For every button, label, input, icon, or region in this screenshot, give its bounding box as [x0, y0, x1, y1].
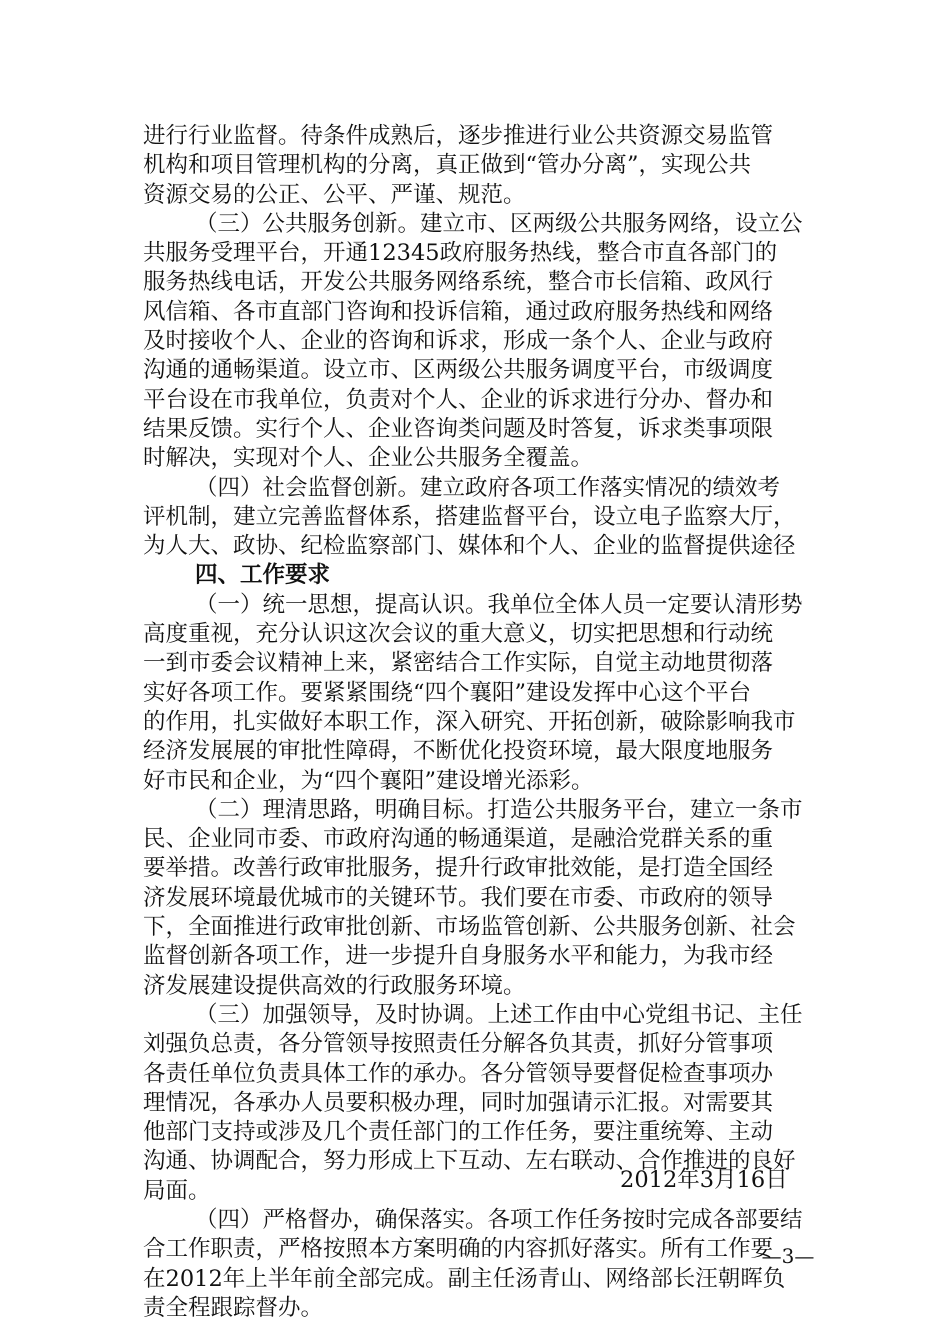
text-line: 济发展建设提供高效的行政服务环境。 [143, 972, 526, 999]
text-line: 局面。 [143, 1177, 211, 1204]
text-line: （四）严格督办，确保落实。各项工作任务按时完成各部要结 [195, 1206, 803, 1233]
text-line: 各责任单位负责具体工作的承办。各分管领导要督促检查事项办 [143, 1060, 774, 1087]
section-heading: 四、工作要求 [195, 562, 331, 589]
text-line: 风信箱、各市直部门咨询和投诉信箱，通过政府服务热线和网络 [143, 298, 774, 325]
text-line: （三）公共服务创新。建立市、区两级公共服务网络，设立公 [195, 210, 803, 237]
text-line: 沟通、协调配合，努力形成上下互动、左右联动、合作推进的良好 [143, 1148, 796, 1175]
document-body [143, 122, 813, 1323]
text-line: 他部门支持或涉及几个责任部门的工作任务，要注重统筹、主动 [143, 1119, 774, 1146]
text-line: 服务热线电话，开发公共服务网络系统，整合市长信箱、政风行 [143, 269, 774, 296]
text-line: 在2012年上半年前全部完成。副主任汤青山、网络部长汪朝晖负 [143, 1265, 786, 1292]
text-line: 理情况，各承办人员要积极办理，同时加强请示汇报。对需要其 [143, 1089, 774, 1116]
text-line: 进行行业监督。待条件成熟后，逐步推进行业公共资源交易监管 [143, 123, 774, 149]
text-line: 责全程跟踪督办。 [143, 1294, 324, 1321]
text-line: 监督创新各项工作，进一步提升自身服务水平和能力，为我市经 [143, 943, 774, 970]
text-line: 济发展环境最优城市的关键环节。我们要在市委、市政府的领导 [143, 884, 774, 911]
text-line: （一）统一思想，提高认识。我单位全体人员一定要认清形势 [195, 591, 803, 618]
text-line: 合工作职责，严格按照本方案明确的内容抓好落实。所有工作要 [143, 1236, 774, 1263]
text-line: 为人大、政协、纪检监察部门、媒体和个人、企业的监督提供途径 [143, 533, 796, 560]
text-line: 下，全面推进行政审批创新、市场监管创新、公共服务创新、社会 [143, 914, 796, 941]
text-line: 机构和项目管理机构的分离，真正做到“管办分离”，实现公共 [143, 152, 752, 179]
text-line: 经济发展展的审批性障碍，不断优化投资环境，最大限度地服务 [143, 738, 774, 765]
text-line: （四）社会监督创新。建立政府各项工作落实情况的绩效考 [195, 474, 781, 501]
text-line: 刘强负总责，各分管领导按照责任分解各负其责，抓好分管事项 [143, 1031, 774, 1058]
text-line: 高度重视，充分认识这次会议的重大意义，切实把思想和行动统 [143, 621, 774, 648]
text-line: （二）理清思路，明确目标。打造公共服务平台，建立一条市 [195, 796, 803, 823]
text-line: 资源交易的公正、公平、严谨、规范。 [143, 181, 526, 208]
text-line: 要举措。改善行政审批服务，提升行政审批效能，是打造全国经 [143, 855, 774, 882]
text-line: 平台设在市我单位，负责对个人、企业的诉求进行分办、督办和 [143, 386, 774, 413]
text-line: （三）加强领导，及时协调。上述工作由中心党组书记、主任 [195, 1001, 803, 1028]
text-line: 评机制，建立完善监督体系，搭建监督平台，设立电子监察大厅， [143, 503, 796, 530]
text-line: 及时接收个人、企业的咨询和诉求，形成一条个人、企业与政府 [143, 328, 774, 355]
text-line: 的作用，扎实做好本职工作，深入研究、开拓创新，破除影响我市 [143, 708, 796, 735]
text-line: 民、企业同市委、市政府沟通的畅通渠道，是融洽党群关系的重 [143, 826, 774, 853]
text-line: 实好各项工作。要紧紧围绕“四个襄阳”建设发挥中心这个平台 [143, 679, 752, 706]
text-line: 一到市委会议精神上来，紧密结合工作实际，自觉主动地贯彻落 [143, 650, 774, 677]
text-line: 共服务受理平台，开通12345政府服务热线，整合市直各部门的 [143, 240, 778, 267]
text-line: 沟通的通畅渠道。设立市、区两级公共服务调度平台，市级调度 [143, 357, 774, 384]
text-line: 时解决，实现对个人、企业公共服务全覆盖。 [143, 445, 594, 472]
document-date: 2012年3月16日 [620, 1167, 788, 1193]
text-line: 结果反馈。实行个人、企业咨询类问题及时答复，诉求类事项限 [143, 415, 774, 442]
text-line: 好市民和企业，为“四个襄阳”建设增光添彩。 [143, 767, 594, 794]
page-number: —3— [761, 1244, 815, 1268]
